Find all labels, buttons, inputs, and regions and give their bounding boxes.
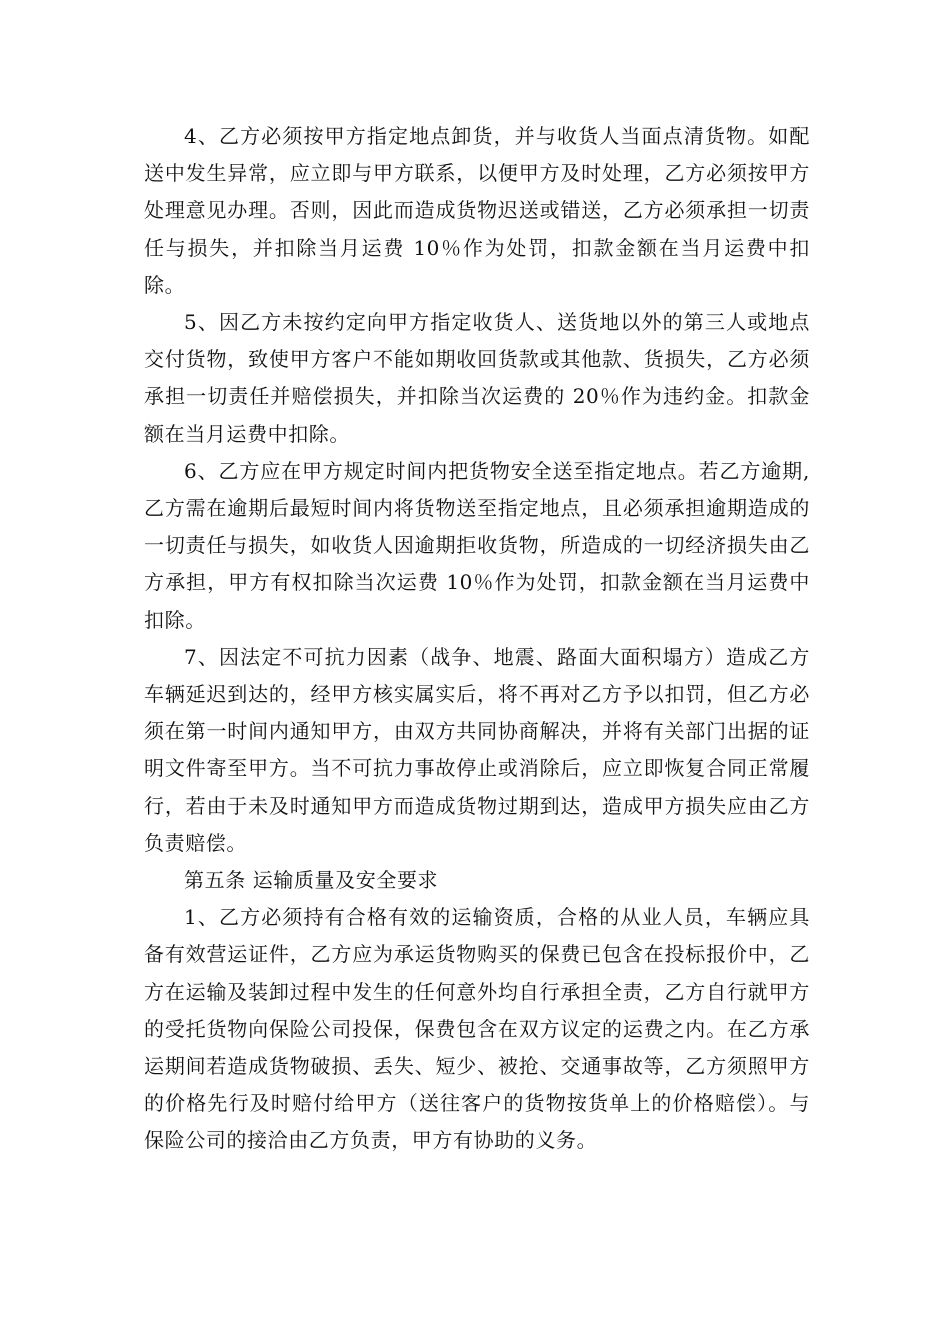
- section-clause-paragraph-1: 1、乙方必须持有合格有效的运输资质，合格的从业人员，车辆应具备有效营运证件，乙方应为承运货物购买的保费已包含在投标报价中，乙方在运输及装卸过程中发生的任何意外均自行承担全责，乙方自行就甲方的受托货物向保险公司投保，保费包含在双方议定的运费之内。在乙方承运期间若造成货物破损、丢失、短少、被抢、交通事故等，乙方须照甲方的价格先行及时赔付给甲方（送往客户的货物按货单上的价格赔偿）。与保险公司的接洽由乙方负责，甲方有协助的义务。: [144, 905, 810, 1153]
- clause-paragraph-4: 4、乙方必须按甲方指定地点卸货，并与收货人当面点清货物。如配送中发生异常，应立即与甲方联系，以便甲方及时处理，乙方必须按甲方处理意见办理。否则，因此而造成货物迟送或错送，乙方必须承担一切责任与损失，并扣除当月运费 10％作为处罚，扣款金额在当月运费中扣除。: [144, 124, 810, 297]
- clause-paragraph-7: 7、因法定不可抗力因素（战争、地震、路面大面积塌方）造成乙方车辆延迟到达的，经甲方核实属实后，将不再对乙方予以扣罚，但乙方必须在第一时间内通知甲方，由双方共同协商解决，并将有关部门出据的证明文件寄至甲方。当不可抗力事故停止或消除后，应立即恢复合同正常履行，若由于未及时通知甲方而造成货物过期到达，造成甲方损失应由乙方负责赔偿。: [144, 644, 810, 855]
- section-heading: 第五条 运输质量及安全要求: [184, 868, 439, 893]
- clause-paragraph-5: 5、因乙方未按约定向甲方指定收货人、送货地以外的第三人或地点交付货物，致使甲方客户不能如期收回货款或其他款、货损失，乙方必须承担一切责任并赔偿损失，并扣除当次运费的 20％作为违约金。扣款金额在当月运费中扣除。: [144, 310, 810, 446]
- clause-paragraph-6: 6、乙方应在甲方规定时间内把货物安全送至指定地点。若乙方逾期,乙方需在逾期后最短时间内将货物送至指定地点，且必须承担逾期造成的一切责任与损失，如收货人因逾期拒收货物，所造成的一切经济损失由乙方承担，甲方有权扣除当次运费 10％作为处罚，扣款金额在当月运费中扣除。: [144, 458, 810, 632]
- document-body: [144, 118, 810, 1160]
